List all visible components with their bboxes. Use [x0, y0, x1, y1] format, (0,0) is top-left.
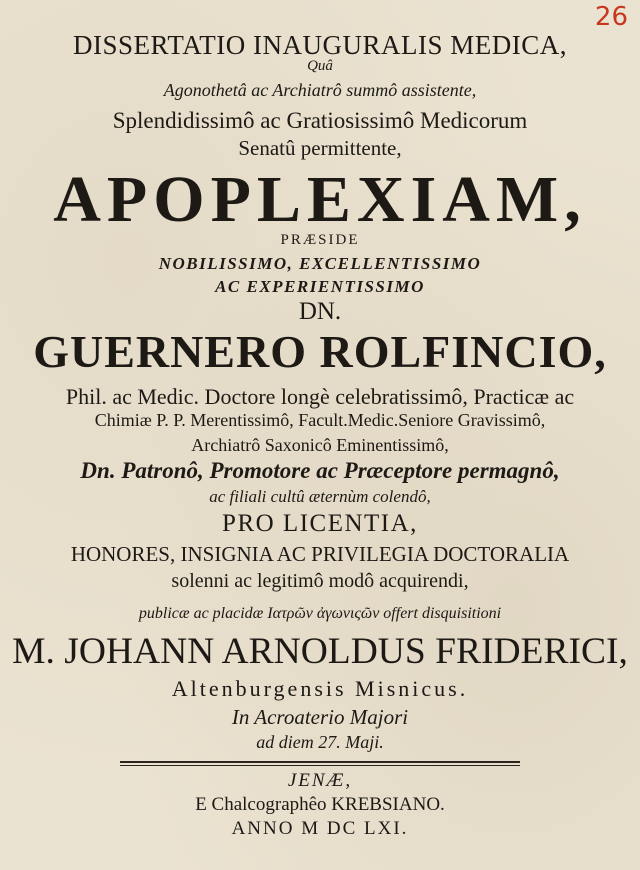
text-praeside: [0, 232, 640, 249]
text-archiatro-text: Archiatrô Saxonicô Eminentissimô,: [191, 435, 449, 455]
text-jenae: [0, 770, 640, 792]
text-anno: [0, 818, 640, 840]
text-filiali: [0, 487, 640, 507]
text-agonotheta: [0, 80, 640, 101]
text-acroaterio: [0, 705, 640, 730]
text-patrono-text: Dn. Patronô, Promotore ac Præceptore permagnô,: [80, 458, 560, 483]
text-jenae-text: JENÆ,: [287, 770, 353, 791]
text-experientissimo: [0, 277, 640, 297]
title-dissertatio: [0, 30, 640, 61]
text-chimiae-text: Chimiæ P. P. Merentissimô, Facult.Medic.Seniore Gravissimô,: [94, 410, 546, 430]
text-altenburgensis-text: Altenburgensis Misnicus.: [171, 676, 469, 701]
text-ad-diem-text: ad diem 27. Maji.: [256, 732, 384, 752]
title-author-text: M. JOHANN ARNOLDUS FRIDERICI,: [12, 631, 628, 672]
text-splendidissimo: [0, 108, 640, 134]
text-pro-licentia: [0, 510, 640, 538]
divider-rule-thin: [120, 765, 520, 766]
text-solenni: [0, 570, 640, 593]
page-number: 26: [594, 2, 628, 32]
text-pro-licentia-text: PRO LICENTIA,: [222, 510, 418, 537]
text-publicae: [0, 605, 640, 623]
text-qua-text: Quâ: [307, 58, 333, 74]
text-dn-text: DN.: [298, 298, 342, 325]
text-honores: [0, 542, 640, 567]
text-agonotheta-text: Agonothetâ ac Archiatrô summô assistente,: [163, 80, 477, 100]
text-archiatro: [0, 435, 640, 456]
title-rolfincio-text: GUERNERO ROLFINCIO,: [33, 326, 607, 377]
text-phil-medic-text: Phil. ac Medic. Doctore longè celebratissimô, Practicæ ac: [65, 384, 575, 409]
title-apoplexiam: [0, 162, 640, 238]
text-experientissimo-text: AC EXPERIENTISSIMO: [215, 277, 425, 296]
text-nobilissimo: [0, 254, 640, 274]
text-nobilissimo-text: NOBILISSIMO, EXCELLENTISSIMO: [158, 254, 482, 273]
text-dn: [0, 298, 640, 326]
title-rolfincio: [0, 325, 640, 378]
text-chalcographeo-text: E Chalcographêo KREBSIANO.: [195, 794, 445, 815]
text-ad-diem: [0, 732, 640, 753]
title-author: [0, 630, 640, 673]
text-solenni-text: solenni ac legitimô modô acquirendi,: [171, 570, 469, 592]
text-phil-medic: [0, 384, 640, 410]
title-apoplexiam-text: APOPLEXIAM,: [53, 163, 587, 236]
text-qua: [0, 58, 640, 75]
text-senatu-text: Senatû permittente,: [238, 136, 402, 160]
text-senatu: [0, 136, 640, 161]
text-altenburgensis: [0, 676, 640, 702]
title-dissertatio-text: DISSERTATIO INAUGURALIS MEDICA,: [73, 30, 567, 60]
text-honores-text: HONORES, INSIGNIA AC PRIVILEGIA DOCTORALIA: [70, 542, 570, 566]
text-chimiae: [0, 410, 640, 431]
text-patrono: [0, 458, 640, 484]
text-chalcographeo: [0, 794, 640, 816]
divider-rule: [120, 761, 520, 763]
text-acroaterio-text: In Acroaterio Majori: [231, 705, 409, 729]
text-praeside-text: PRÆSIDE: [280, 232, 360, 248]
text-filiali-text: ac filiali cultû æternùm colendô,: [209, 487, 431, 506]
text-splendidissimo-text: Splendidissimô ac Gratiosissimô Medicorum: [112, 108, 528, 133]
text-publicae-text: publicæ ac placidæ Ιατρῶν ἀγωνιςῶν offert disquisitioni: [138, 605, 502, 622]
text-anno-text: ANNO M DC LXI.: [231, 818, 409, 839]
